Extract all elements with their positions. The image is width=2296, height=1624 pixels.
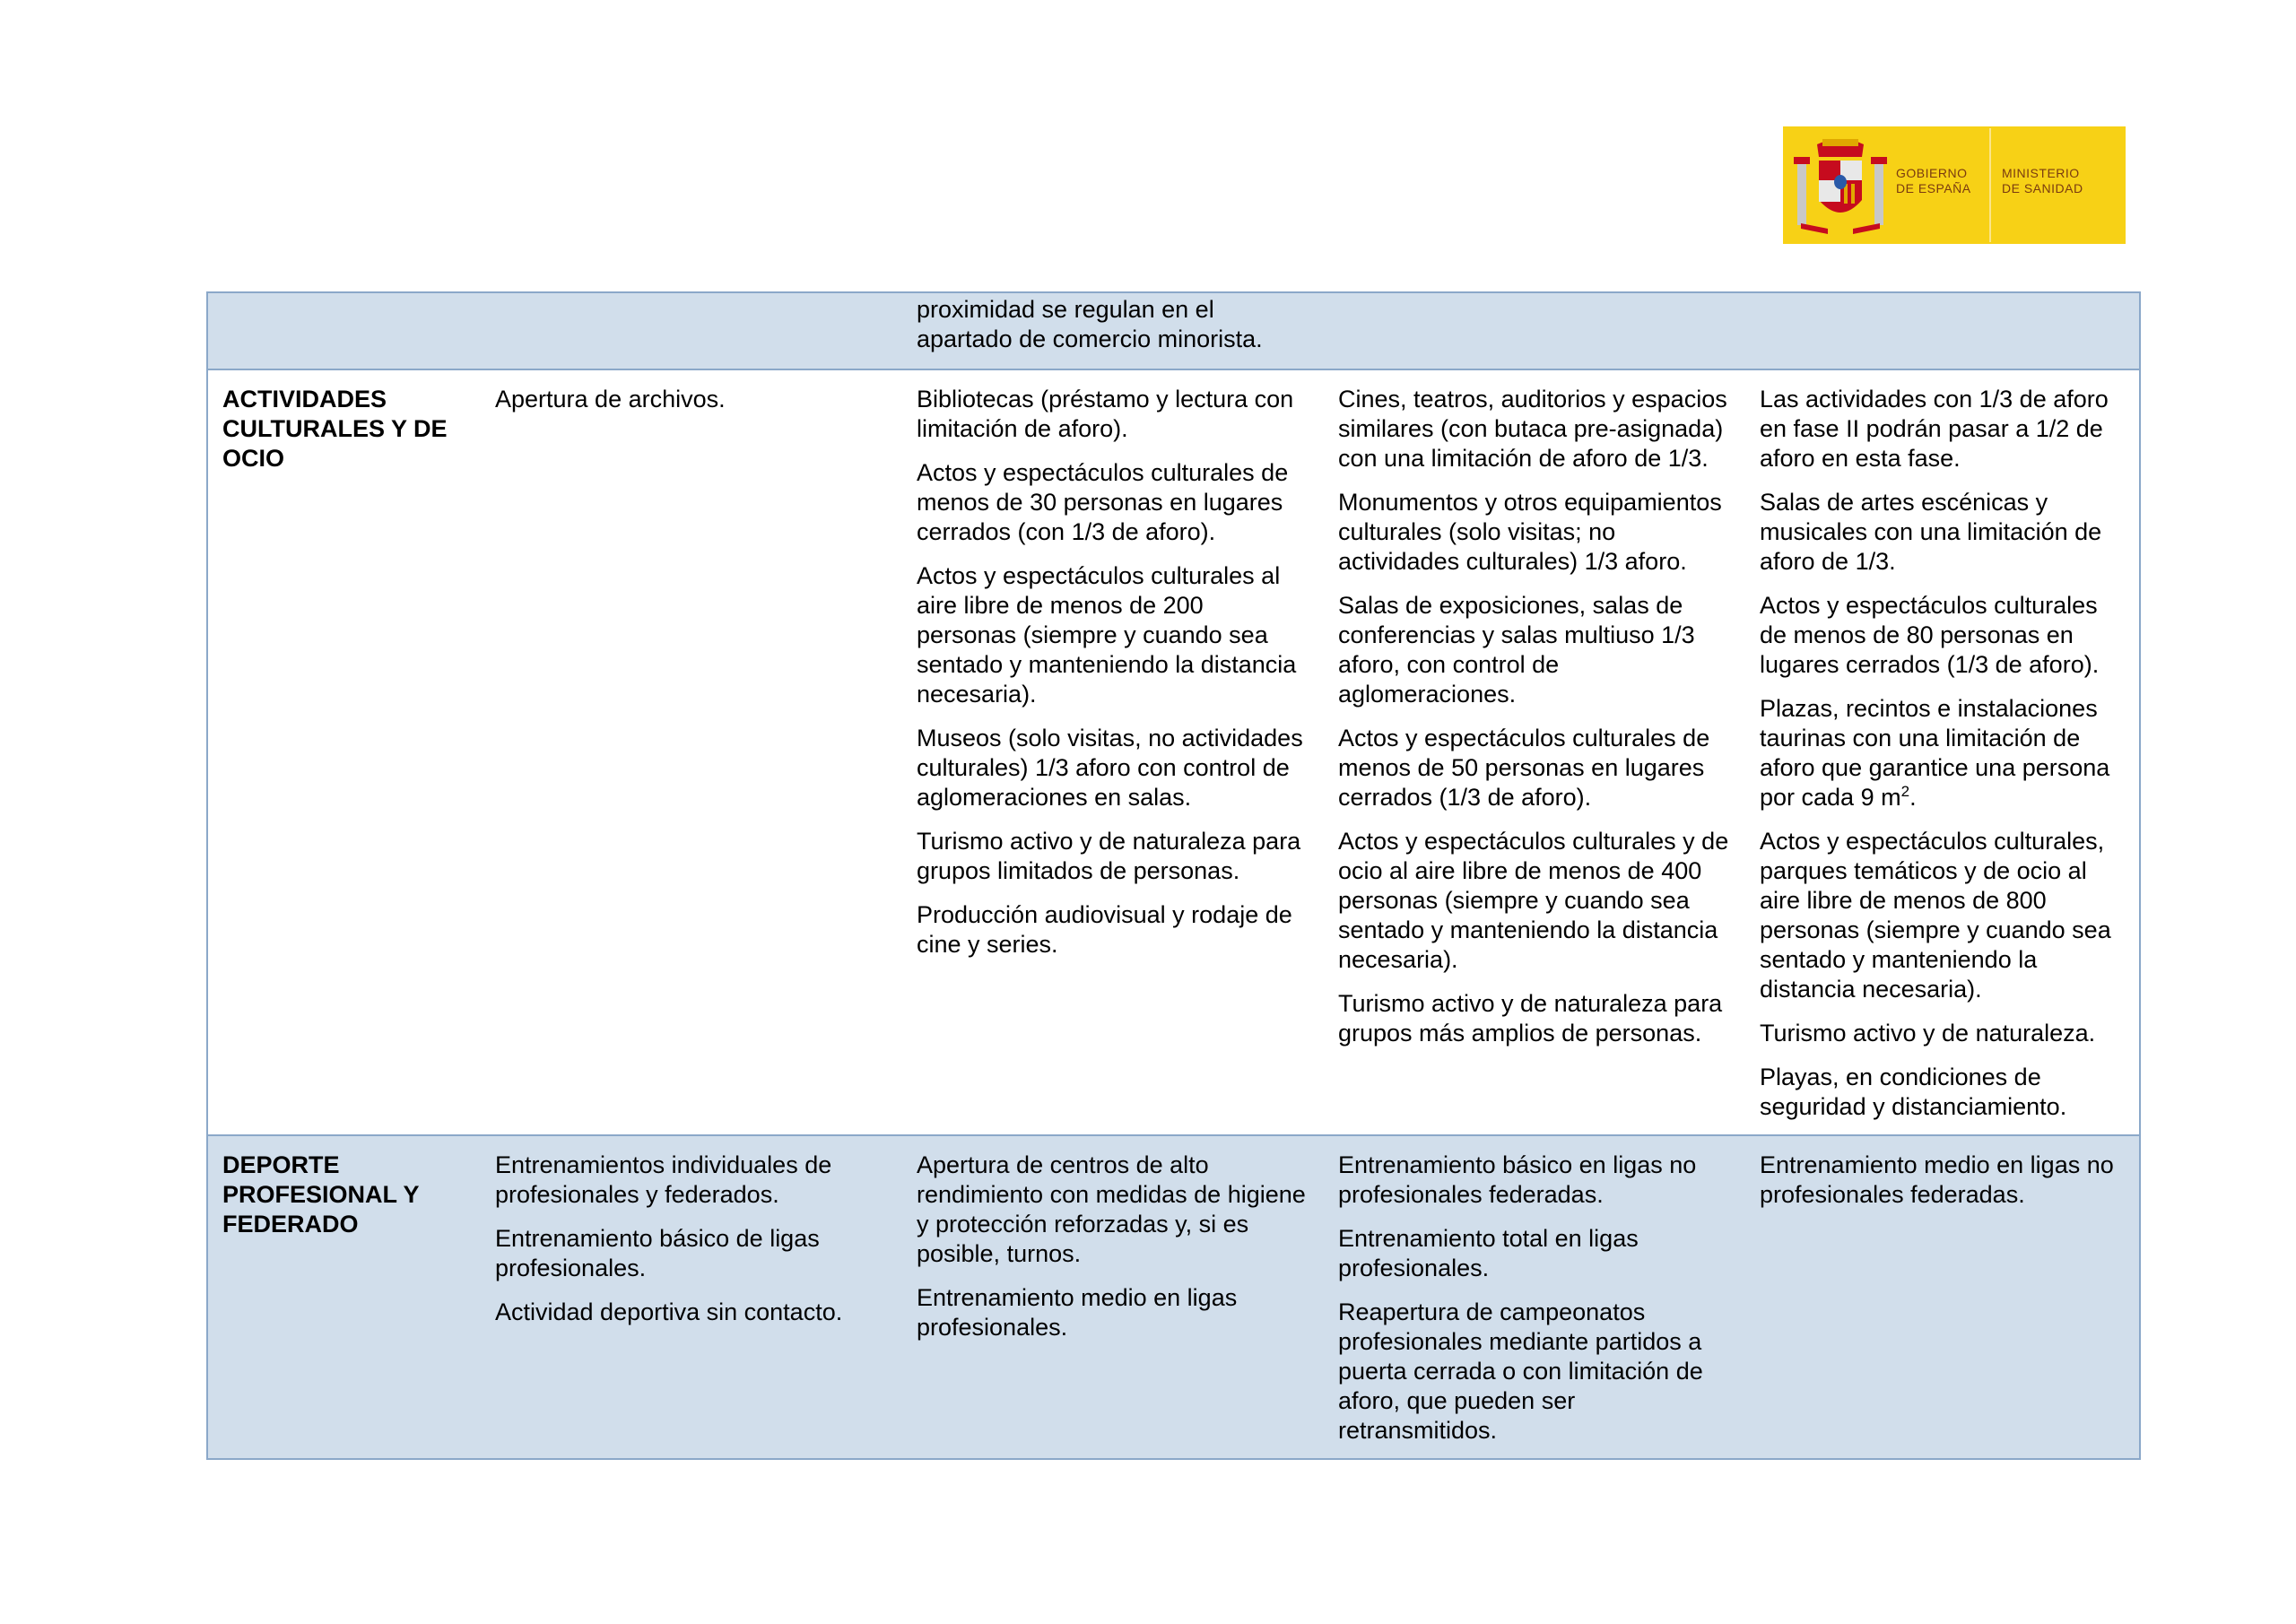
phase-cell bbox=[1745, 369, 2140, 1135]
category-title: DEPORTE PROFESIONAL Y FEDERADO bbox=[222, 1151, 420, 1238]
phase-cell bbox=[902, 1135, 1324, 1459]
measure-text: Salas de artes escénicas y musicales con una limitación de aforo de 1/3. bbox=[1760, 489, 2102, 575]
measure-text: Actos y espectáculos culturales de menos de 50 personas en lugares cerrados (1/3 de aforo). bbox=[1338, 725, 1710, 811]
measure-text: Turismo activo y de naturaleza. bbox=[1760, 1020, 2096, 1046]
measure-text: Apertura de centros de alto rendimiento con medidas de higiene y protección reforzadas y, si es posible, turnos. bbox=[917, 1151, 1306, 1267]
measure-text: Entrenamiento medio en ligas profesionales. bbox=[917, 1284, 1238, 1341]
measure-text: Entrenamiento total en ligas profesionales. bbox=[1338, 1225, 1639, 1281]
phase-cell bbox=[481, 292, 902, 369]
measure-text-main: Plazas, recintos e instalaciones taurinas con una limitación de aforo que garantice una persona por cada 9 m bbox=[1760, 695, 2110, 811]
measure-text: Actos y espectáculos culturales al aire libre de menos de 200 personas (siempre y cuando sea sentado y manteniendo la distancia necesaria). bbox=[917, 562, 1297, 708]
phase-cell bbox=[902, 292, 1324, 369]
measure-text: Bibliotecas (préstamo y lectura con limitación de aforo). bbox=[917, 386, 1294, 442]
table-row bbox=[207, 1135, 2140, 1459]
measure-text: Monumentos y otros equipamientos culturales (solo visitas; no actividades culturales) 1/3 aforo. bbox=[1338, 489, 1722, 575]
measure-text: Reapertura de campeonatos profesionales mediante partidos a puerta cerrada o con limitación de aforo, que pueden ser retransmitidos. bbox=[1338, 1298, 1703, 1444]
measure-text: Entrenamiento básico de ligas profesionales. bbox=[495, 1225, 820, 1281]
measure-text: Producción audiovisual y rodaje de cine y series. bbox=[917, 901, 1292, 958]
category-cell bbox=[207, 1135, 481, 1459]
measures-table bbox=[206, 291, 2141, 1460]
logo-text-ministerio: MINISTERIO DE SANIDAD bbox=[2002, 166, 2083, 195]
coat-of-arms-icon bbox=[1792, 135, 1889, 236]
measure-text: Entrenamientos individuales de profesionales y federados. bbox=[495, 1151, 832, 1208]
category-title: ACTIVIDADES CULTURALES Y DE OCIO bbox=[222, 386, 448, 472]
measure-text: Actos y espectáculos culturales y de ocio al aire libre de menos de 400 personas (siempre y cuando sea sentado y manteniendo la distancia necesaria). bbox=[1338, 828, 1729, 973]
measure-text bbox=[1760, 694, 2125, 812]
phase-cell bbox=[1324, 369, 1745, 1135]
measure-text-tail: . bbox=[1909, 784, 1917, 811]
measure-text: Actos y espectáculos culturales de menos de 80 personas en lugares cerrados (1/3 de aforo). bbox=[1760, 592, 2100, 678]
phase-cell bbox=[1745, 292, 2140, 369]
measure-text: Turismo activo y de naturaleza para grupos limitados de personas. bbox=[917, 828, 1301, 884]
table-row bbox=[207, 369, 2140, 1135]
logo-divider bbox=[1989, 128, 1991, 242]
phase-cell bbox=[1745, 1135, 2140, 1459]
measure-text: Playas, en condiciones de seguridad y distanciamiento. bbox=[1760, 1064, 2067, 1120]
measure-text: Apertura de archivos. bbox=[495, 386, 726, 413]
measure-text: Entrenamiento medio en ligas no profesionales federadas. bbox=[1760, 1151, 2114, 1208]
measure-text: proximidad se regulan en el apartado de comercio minorista. bbox=[917, 296, 1263, 352]
government-logo bbox=[1783, 126, 2126, 244]
logo-text-gobierno: GOBIERNO DE ESPAÑA bbox=[1896, 166, 1971, 195]
table-row bbox=[207, 292, 2140, 369]
measure-text: Actividad deportiva sin contacto. bbox=[495, 1298, 843, 1325]
phase-cell bbox=[481, 369, 902, 1135]
phase-cell bbox=[902, 369, 1324, 1135]
measure-text: Salas de exposiciones, salas de conferencias y salas multiuso 1/3 aforo, con control de aglomeraciones. bbox=[1338, 592, 1695, 708]
category-cell bbox=[207, 292, 481, 369]
measure-text: Cines, teatros, auditorios y espacios similares (con butaca pre-asignada) con una limitación de aforo de 1/3. bbox=[1338, 386, 1727, 472]
measure-text: Actos y espectáculos culturales, parques temáticos y de ocio al aire libre de menos de 800 personas (siempre y cuando sea sentado y manteniendo la distancia necesaria). bbox=[1760, 828, 2111, 1003]
measure-text: Turismo activo y de naturaleza para grupos más amplios de personas. bbox=[1338, 990, 1723, 1046]
phase-cell bbox=[481, 1135, 902, 1459]
phase-cell bbox=[1324, 1135, 1745, 1459]
measure-text: Entrenamiento básico en ligas no profesionales federadas. bbox=[1338, 1151, 1697, 1208]
superscript: 2 bbox=[1900, 783, 1910, 800]
phase-cell bbox=[1324, 292, 1745, 369]
measure-text: Museos (solo visitas, no actividades culturales) 1/3 aforo con control de aglomeraciones en salas. bbox=[917, 725, 1303, 811]
measure-text: Las actividades con 1/3 de aforo en fase II podrán pasar a 1/2 de aforo en esta fase. bbox=[1760, 386, 2109, 472]
measure-text: Actos y espectáculos culturales de menos de 30 personas en lugares cerrados (con 1/3 de aforo). bbox=[917, 459, 1289, 545]
category-cell bbox=[207, 369, 481, 1135]
